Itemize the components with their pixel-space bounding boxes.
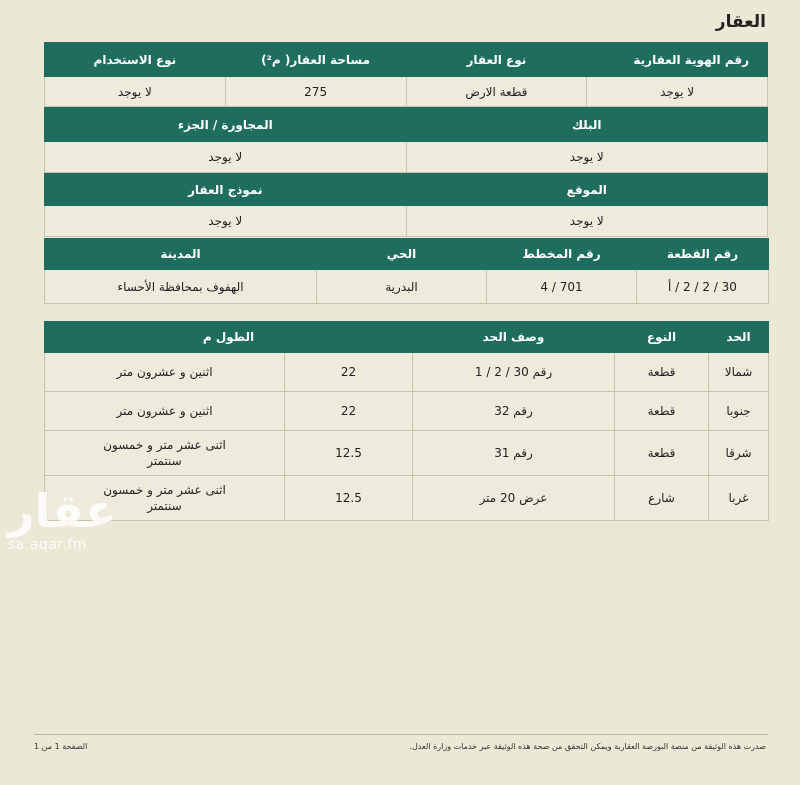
boundary-length-text: اثنين و عشرون متر	[45, 392, 285, 431]
footer-divider	[34, 734, 768, 735]
boundary-description: عرض 20 متر	[413, 476, 615, 521]
header-side: الحد	[709, 322, 769, 353]
header-plot-number: رقم القطعة	[637, 239, 769, 270]
boundary-length-text: اثنين و عشرون متر	[45, 353, 285, 392]
header-location: الموقع	[406, 174, 768, 206]
boundary-length: 22	[285, 392, 413, 431]
boundary-length: 12.5	[285, 476, 413, 521]
footer-note: صدرت هذه الوثيقة من منصة البورصة العقارية ويمكن التحقق من صحة هذه الوثيقة عبر خدمات وزارة العدل.	[409, 742, 766, 751]
value-city: الهفوف بمحافظة الأحساء	[45, 270, 317, 304]
boundary-side: شمالا	[709, 353, 769, 392]
plot-info-header-row	[45, 239, 769, 270]
boundary-type: قطعة	[615, 353, 709, 392]
boundary-description: رقم 32	[413, 392, 615, 431]
value-location: لا يوجد	[406, 206, 768, 237]
watermark-logo-text: عقار	[8, 484, 117, 538]
value-property-area: 275	[225, 77, 406, 107]
header-usage-type: نوع الاستخدام	[45, 43, 226, 77]
boundary-side: جنوبا	[709, 392, 769, 431]
boundary-type: قطعة	[615, 431, 709, 476]
header-district: الحي	[317, 239, 487, 270]
plot-info-table	[44, 238, 769, 304]
plot-info-value-row	[45, 270, 769, 304]
boundary-description: رقم 31	[413, 431, 615, 476]
watermark-domain: sa.aqar.fm	[8, 537, 87, 553]
boundary-length: 12.5	[285, 431, 413, 476]
footer-page-number: الصفحة 1 من 1	[34, 742, 88, 751]
block-value-row	[45, 142, 768, 173]
boundaries-table	[44, 321, 769, 521]
header-property-type: نوع العقار	[406, 43, 587, 77]
value-usage-type: لا يوجد	[45, 77, 226, 107]
value-property-id: لا يوجد	[587, 77, 768, 107]
property-info-value-row	[45, 77, 768, 107]
value-property-type: قطعة الارض	[406, 77, 587, 107]
header-property-model: نموذج العقار	[45, 174, 407, 206]
header-property-area: مساحة العقار( م²)	[225, 43, 406, 77]
boundary-description: رقم 30 / 2 / 1	[413, 353, 615, 392]
header-length: الطول م	[45, 322, 413, 353]
page-title: العقار	[715, 12, 766, 32]
location-value-row	[45, 206, 768, 237]
property-info-header-row	[45, 43, 768, 77]
table-row	[45, 431, 769, 476]
boundary-length-text-line-1: اثنى عشر متر و خمسون	[103, 438, 226, 452]
header-property-id: رقم الهوية العقارية	[587, 43, 768, 77]
boundary-type: شارع	[615, 476, 709, 521]
boundary-type: قطعة	[615, 392, 709, 431]
table-row	[45, 392, 769, 431]
header-neighborhood-part: المجاورة / الجزء	[45, 108, 407, 142]
value-property-model: لا يوجد	[45, 206, 407, 237]
boundary-length-text-line-2: سنتمتر	[147, 454, 182, 468]
boundary-side: غربا	[709, 476, 769, 521]
boundary-side: شرقا	[709, 431, 769, 476]
aqar-watermark	[8, 484, 117, 553]
table-row	[45, 353, 769, 392]
value-scheme-number: 701 / 4	[487, 270, 637, 304]
header-city: المدينة	[45, 239, 317, 270]
block-header-row	[45, 108, 768, 142]
location-table	[44, 173, 768, 237]
value-plot-number: 30 / 2 / 2 / أ	[637, 270, 769, 304]
header-scheme-number: رقم المخطط	[487, 239, 637, 270]
boundary-length: 22	[285, 353, 413, 392]
boundaries-header-row	[45, 322, 769, 353]
value-block: لا يوجد	[406, 142, 768, 173]
property-info-table	[44, 42, 768, 107]
boundary-length-text-line-1: اثنى عشر متر و خمسون	[103, 483, 226, 497]
boundary-length-text-line-2: سنتمتر	[147, 499, 182, 513]
block-table	[44, 107, 768, 173]
header-block: البلك	[406, 108, 768, 142]
boundary-length-text	[45, 431, 285, 476]
value-neighborhood-part: لا يوجد	[45, 142, 407, 173]
header-type: النوع	[615, 322, 709, 353]
header-description: وصف الحد	[413, 322, 615, 353]
value-district: البدرية	[317, 270, 487, 304]
table-row	[45, 476, 769, 521]
location-header-row	[45, 174, 768, 206]
